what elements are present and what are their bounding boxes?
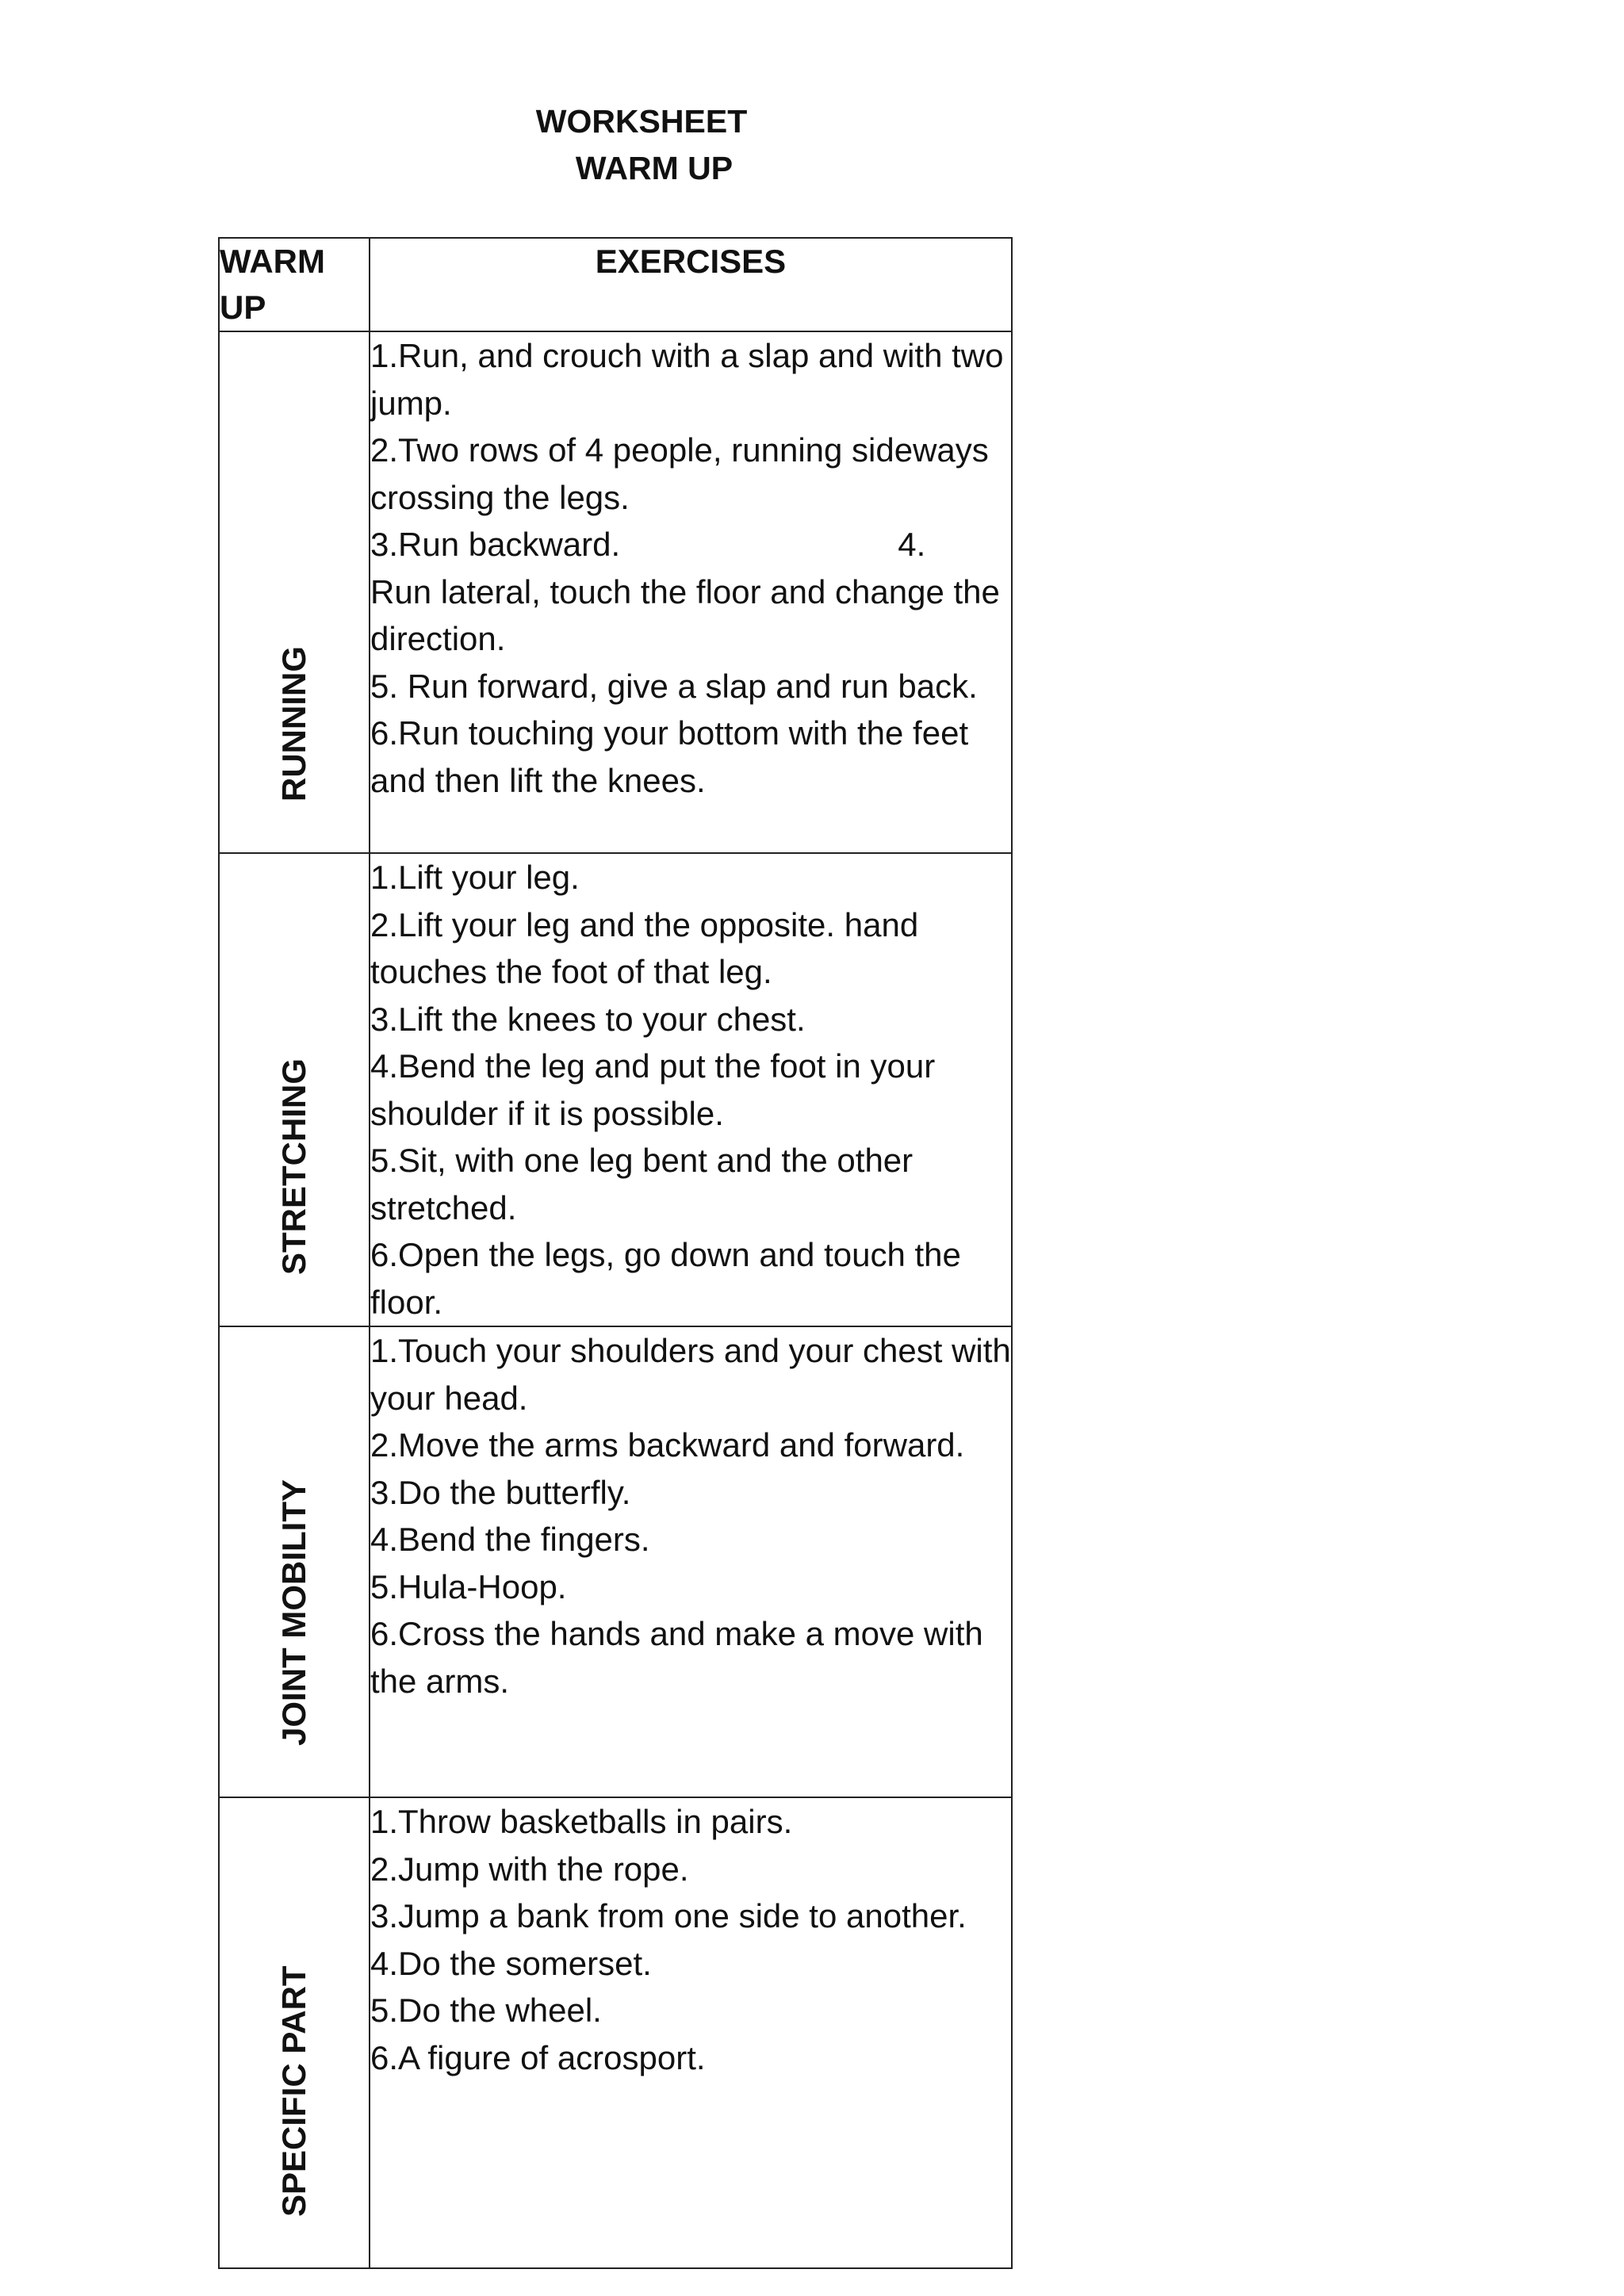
category-cell <box>219 1797 370 2268</box>
exercise-item: 1.Throw basketballs in pairs. <box>370 1803 793 1840</box>
exercise-item: 3.Jump a bank from one side to another. <box>370 1897 967 1934</box>
exercise-item: 1.Run, and crouch with a slap and with two jump. <box>370 337 1004 422</box>
category-stretching: STRETCHING <box>275 1058 312 1275</box>
exercise-item: 5.Hula-Hoop. <box>370 1567 567 1605</box>
table-row <box>219 1326 1012 1797</box>
exercises-cell <box>370 1797 1012 2268</box>
table-row <box>219 853 1012 1326</box>
exercise-item: 6.Run touching your bottom with the feet and then lift the knees. <box>370 714 969 799</box>
exercise-item: 3.Lift the knees to your chest. <box>370 1000 806 1038</box>
category-running: RUNNING <box>275 646 312 802</box>
table-row <box>219 331 1012 853</box>
exercises-cell <box>370 1326 1012 1797</box>
header-warm-up: WARM UP <box>219 238 370 331</box>
category-specific-part: SPECIFIC PART <box>275 1965 312 2217</box>
exercise-item: 5. Run forward, give a slap and run back. <box>370 667 978 705</box>
exercises-cell <box>370 853 1012 1326</box>
exercise-item: 2.Two rows of 4 people, running sideways crossing the legs. <box>370 431 989 516</box>
exercise-item: 2.Jump with the rope. <box>370 1850 689 1888</box>
exercise-item: Run lateral, touch the floor and change the direction. <box>370 572 1000 657</box>
category-joint-mobility: JOINT MOBILITY <box>275 1479 312 1746</box>
exercise-item: 5.Sit, with one leg bent and the other stretched. <box>370 1142 914 1226</box>
warm-up-table <box>218 237 1013 2269</box>
exercise-item: 1.Lift your leg. <box>370 859 580 896</box>
exercise-item: 6.Open the legs, go down and touch the floor. <box>370 1236 961 1321</box>
exercises-cell <box>370 331 1012 853</box>
exercise-item: 1.Touch your shoulders and your chest with your head. <box>370 1332 1011 1417</box>
category-cell <box>219 1326 370 1797</box>
exercise-item: 4.Bend the fingers. <box>370 1521 650 1558</box>
worksheet-subtitle: WARM UP <box>575 150 733 186</box>
table-row <box>219 1797 1012 2268</box>
exercise-item: 4.Do the somerset. <box>370 1944 652 1982</box>
exercise-item: 6.A figure of acrosport. <box>370 2038 706 2076</box>
exercise-item: 2.Lift your leg and the opposite. hand touches the foot of that leg. <box>370 905 919 990</box>
table-header-row <box>219 238 1012 331</box>
exercise-item: 2.Move the arms backward and forward. <box>370 1426 965 1464</box>
category-cell <box>219 331 370 853</box>
category-cell <box>219 853 370 1326</box>
worksheet-title: WORKSHEET <box>535 103 748 140</box>
exercise-item: 6.Cross the hands and make a move with the arms. <box>370 1615 983 1700</box>
exercise-item: 5.Do the wheel. <box>370 1992 602 2029</box>
exercise-item: 3.Run backward. 4. <box>370 526 926 563</box>
exercise-item: 3.Do the butterfly. <box>370 1473 631 1511</box>
header-exercises: EXERCISES <box>370 238 1012 331</box>
exercise-item: 4.Bend the leg and put the foot in your shoulder if it is possible. <box>370 1047 936 1132</box>
